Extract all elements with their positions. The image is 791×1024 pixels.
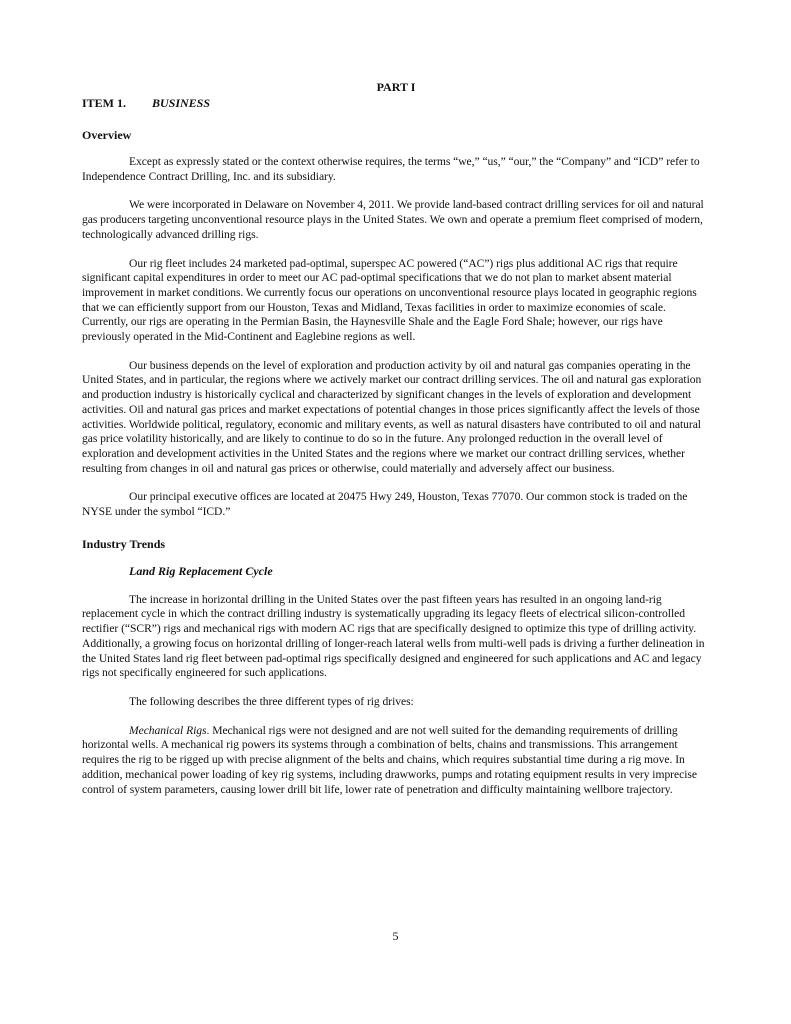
overview-paragraph: Our rig fleet includes 24 marketed pad-optimal, superspec AC powered (“AC”) rigs plus additional AC rigs that require significant capital expenditures in order to meet our AC pad-optimal specifications that we do not plan to market absent material improvement in market conditions. We currently focus our operations on unconventional resource plays located in geographic regions that we can efficiently support from our Houston, Texas and Midland, Texas facilities in order to maximize economies of scale. Currently, our rigs are operating in the Permian Basin, the Haynesville Shale and the Eagle Ford Shale; however, our rigs have previously operated in the Mid-Continent and Eaglebine regions as well. bbox=[82, 256, 697, 344]
industry-trends-heading: Industry Trends bbox=[82, 536, 166, 551]
overview-paragraph: We were incorporated in Delaware on November 4, 2011. We provide land-based contract drilling services for oil and natural gas producers targeting unconventional resource plays in the United States. We own and operate a premium fleet comprised of modern, technologically advanced drilling rigs. bbox=[82, 198, 704, 241]
item-number: ITEM 1. bbox=[82, 96, 127, 110]
item-heading bbox=[82, 96, 710, 111]
overview-paragraph: Except as expressly stated or the context otherwise requires, the terms “we,” “us,” “our,” the “Company” and “ICD” refer to Independence Contract Drilling, Inc. and its subsidiary. bbox=[82, 155, 700, 183]
overview-heading: Overview bbox=[82, 128, 132, 142]
page-number: 5 bbox=[392, 929, 399, 943]
industry-paragraph: The following describes the three different types of rig drives: bbox=[129, 694, 414, 708]
land-rig-replacement-subheading: Land Rig Replacement Cycle bbox=[129, 563, 273, 578]
industry-paragraph: The increase in horizontal drilling in the United States over the past fifteen years has resulted in an ongoing land-rig replacement cycle in which the contract drilling industry is systematically upgrading its legacy fleets of electrical silicon-controlled rectifier (“SCR”) rigs and mechanical rigs with modern AC rigs that are specifically designed to optimize this type of drilling activity. Additionally, a growing focus on horizontal drilling of longer-reach lateral wells from multi-well pads is driving a further delineation in the United States land rig fleet between pad-optimal rigs specifically designed and engineered for such applications and AC and legacy rigs not specifically engineered for such applications. bbox=[82, 592, 705, 680]
mechanical-rigs-lead: Mechanical Rigs bbox=[129, 723, 207, 737]
overview-paragraph: Our business depends on the level of exploration and production activity by oil and natural gas companies operating in the United States, and in particular, the regions where we actively market our contract drilling services. The oil and natural gas exploration and production industry is historically cyclical and characterized by significant changes in the levels of exploration and development activities. Oil and natural gas prices and market expectations of potential changes in those prices significantly affect the levels of those activities. Worldwide political, regulatory, economic and military events, as well as natural disasters have contributed to oil and natural gas price volatility historically, and are likely to continue to do so in the future. Any prolonged reduction in the overall level of exploration and development activities in the United States and the regions where we market our contract drilling services, whether resulting from changes in oil and natural gas prices or otherwise, could materially and adversely affect our business. bbox=[82, 358, 702, 475]
item-title: BUSINESS bbox=[152, 96, 211, 110]
mechanical-rigs-paragraph bbox=[82, 724, 710, 798]
document-page bbox=[82, 80, 710, 811]
mechanical-rigs-text: . Mechanical rigs were not designed and are not well suited for the demanding requirements of drilling horizontal wells. A mechanical rig powers its systems through a combination of belts, chains and transmissions. This arrangement requires the rig to be rigged up with precise alignment of the belts and chains, which requires substantial time during a rig move. In addition, mechanical power loading of key rig systems, including drawworks, pumps and rotating equipment results in very imprecise control of system parameters, causing lower drill bit life, lower rate of penetration and difficulty maintaining wellbore trajectory. bbox=[82, 723, 697, 796]
overview-paragraph: Our principal executive offices are located at 20475 Hwy 249, Houston, Texas 77070. Our common stock is traded on the NYSE under the symbol “ICD.” bbox=[82, 490, 688, 519]
part-heading: PART I bbox=[376, 80, 416, 94]
